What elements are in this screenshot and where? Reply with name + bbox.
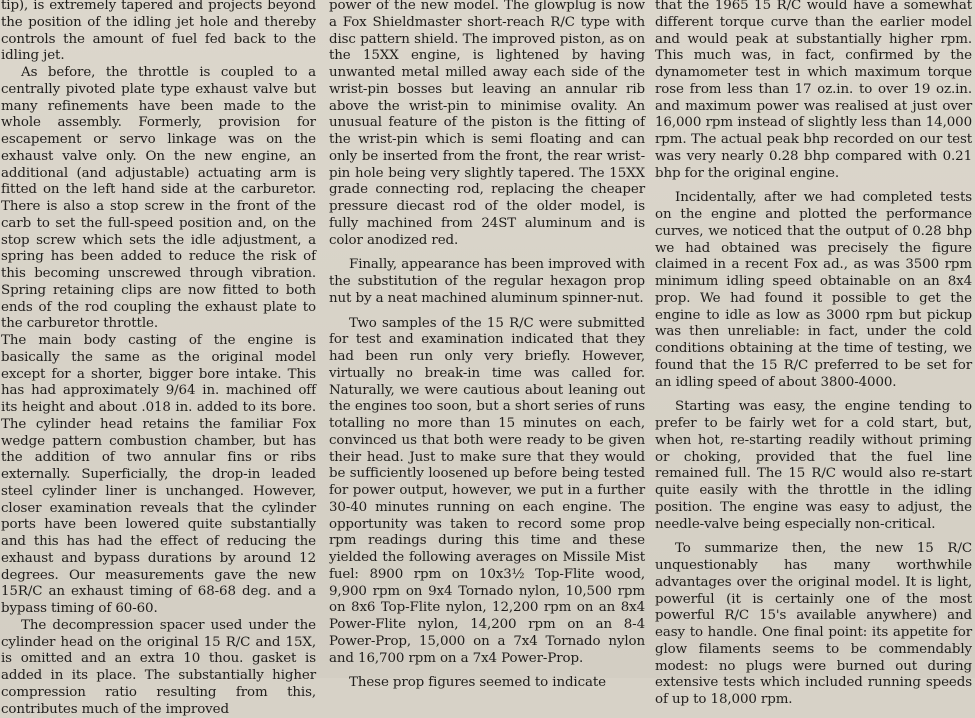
paragraph: Finally, appearance has been improved with the substitution of the regular hexagon prop nut by a neat machined aluminum spinner-nut. [329,257,645,306]
paragraph: These prop figures seemed to indicate [349,675,607,691]
paragraph: Two samples of the 15 R/C were submitted for test and examination indicated that they had been run only very briefly. However, virtually no break-in time was called for. Naturally, we were cautious about leaning out the engines too soon, but a short series of runs totalling no more than 15 minutes on each, convinced us that both were ready to be given their head. Just to make sure that they would be sufficiently loosened up before being tested for power output, however, we put in a further 30-40 minutes running on each engine. The opportunity was taken to record some prop rpm readings during this time and these yielded the following averages on Missile Mist fuel: 8900 rpm on 10x3½ Top-Flite wood, 9,900 rpm on 9x4 Tornado nylon, 10,500 rpm on 8x6 Top-Flite nylon, 12,200 rpm on an 8x4 Power-Flite nylon, 14,200 rpm on an 8-4 Power-Prop, 15,000 on a 7x4 Tornado nylon and 16,700 rpm on a 7x4 Power-Prop. [329,315,645,666]
paragraph: The decompression spacer used under the cylinder head on the original 15 R/C and 15X, is omitted and an extra 10 thou. gasket is added in its place. The substantially higher compression ratio resulting from this, contributes much of the improved [1,617,316,717]
paragraph: that the 1965 15 R/C would have a somewhat different torque curve than the earlier model and would peak at substantially higher rpm. This much was, in fact, confirmed by the dynamometer test in which maximum torque rose from less than 17 oz.in. to over 19 oz.in. and maximum power was realised at just over 16,000 rpm instead of slightly less than 14,000 rpm. The actual peak bhp recorded on our test was very nearly 0.28 bhp compared with 0.21 bhp for the original engine. [655,0,972,181]
paragraph: The main body casting of the engine is basically the same as the original model except for a shorter, bigger bore intake. This has had approximately 9/64 in. machined off its height and about .018 in. added to its bore. The cylinder head retains the familiar Fox wedge pattern combustion chamber, but has the addition of two annular fins or ribs externally. Superficially, the drop-in leaded steel cylinder liner is unchanged. However, closer examination reveals that the cylinder ports have been lowered quite substantially and this has had the effect of reducing the exhaust and bypass durations by around 12 degrees. Our measurements gave the new 15R/C an exhaust timing of 68-68 deg. and a bypass timing of 60-60. [1,333,316,616]
paragraph: As before, the throttle is coupled to a centrally pivoted plate type exhaust valve but many refinements have been made to the whole assembly. Formerly, provision for escapement or servo linkage was on the exhaust valve only. On the new engine, an additional (and adjustable) actuating arm is fitted on the left hand side at the carburetor. There is also a stop screw in the front of the carb to set the full-speed position and, on the stop screw which sets the idle adjustment, a spring has been added to reduce the risk of this becoming unscrewed through vibration. Spring retaining clips are now fitted to both ends of the rod coupling the exhaust plate to the carburetor throttle. [1,65,316,332]
paragraph: tip), is extremely tapered and projects beyond the position of the idling jet hole and thereby controls the amount of fuel fed back to the idling jet. [1,0,316,64]
paragraph: Incidentally, after we had completed tests on the engine and plotted the performance curves, we noticed that the output of 0.28 bhp we had obtained was precisely the figure claimed in a recent Fox ad., as was 3500 rpm minimum idling speed obtainable on an 8x4 prop. We had found it possible to get the engine to idle as low as 3000 rpm but pickup was then unreliable: in fact, under the cold conditions obtaining at the time of testing, we found that the 15 R/C preferred to be set for an idling speed of about 3800-4000. [655,190,972,390]
paragraph: To summarize then, the new 15 R/C unquestionably has many worthwhile advantages over the original model. It is light, powerful (it is certainly one of the most powerful R/C 15's available anywhere) and easy to handle. One final point: its appetite for glow filaments seems to be commendably modest: no plugs were burned out during extensive tests which included running speeds of up to 18,000 rpm. [655,541,972,707]
text-column-3 [655,0,972,707]
text-column-2 [329,0,645,691]
paragraph: Starting was easy, the engine tending to prefer to be fairly wet for a cold start, but, when hot, re-starting readily without priming or choking, provided that the fuel line remained full. The 15 R/C would also re-start quite easily with the throttle in the idling position. The engine was easy to adjust, the needle-valve being especially non-critical. [655,399,972,532]
text-column-1 [1,0,316,717]
paragraph: power of the new model. The glowplug is now a Fox Shieldmaster short-reach R/C type with disc pattern shield. The improved piston, as on the 15XX engine, is lightened by having unwanted metal milled away each side of the wrist-pin bosses but leaving an annular rib above the wrist-pin to minimise ovality. An unusual feature of the piston is the fitting of the wrist-pin which is semi floating and can only be inserted from the front, the rear wrist-pin hole being very slightly tapered. The 15XX grade connecting rod, replacing the cheaper pressure diecast rod of the older model, is fully machined from 24ST aluminum and is color anodized red. [329,0,645,248]
